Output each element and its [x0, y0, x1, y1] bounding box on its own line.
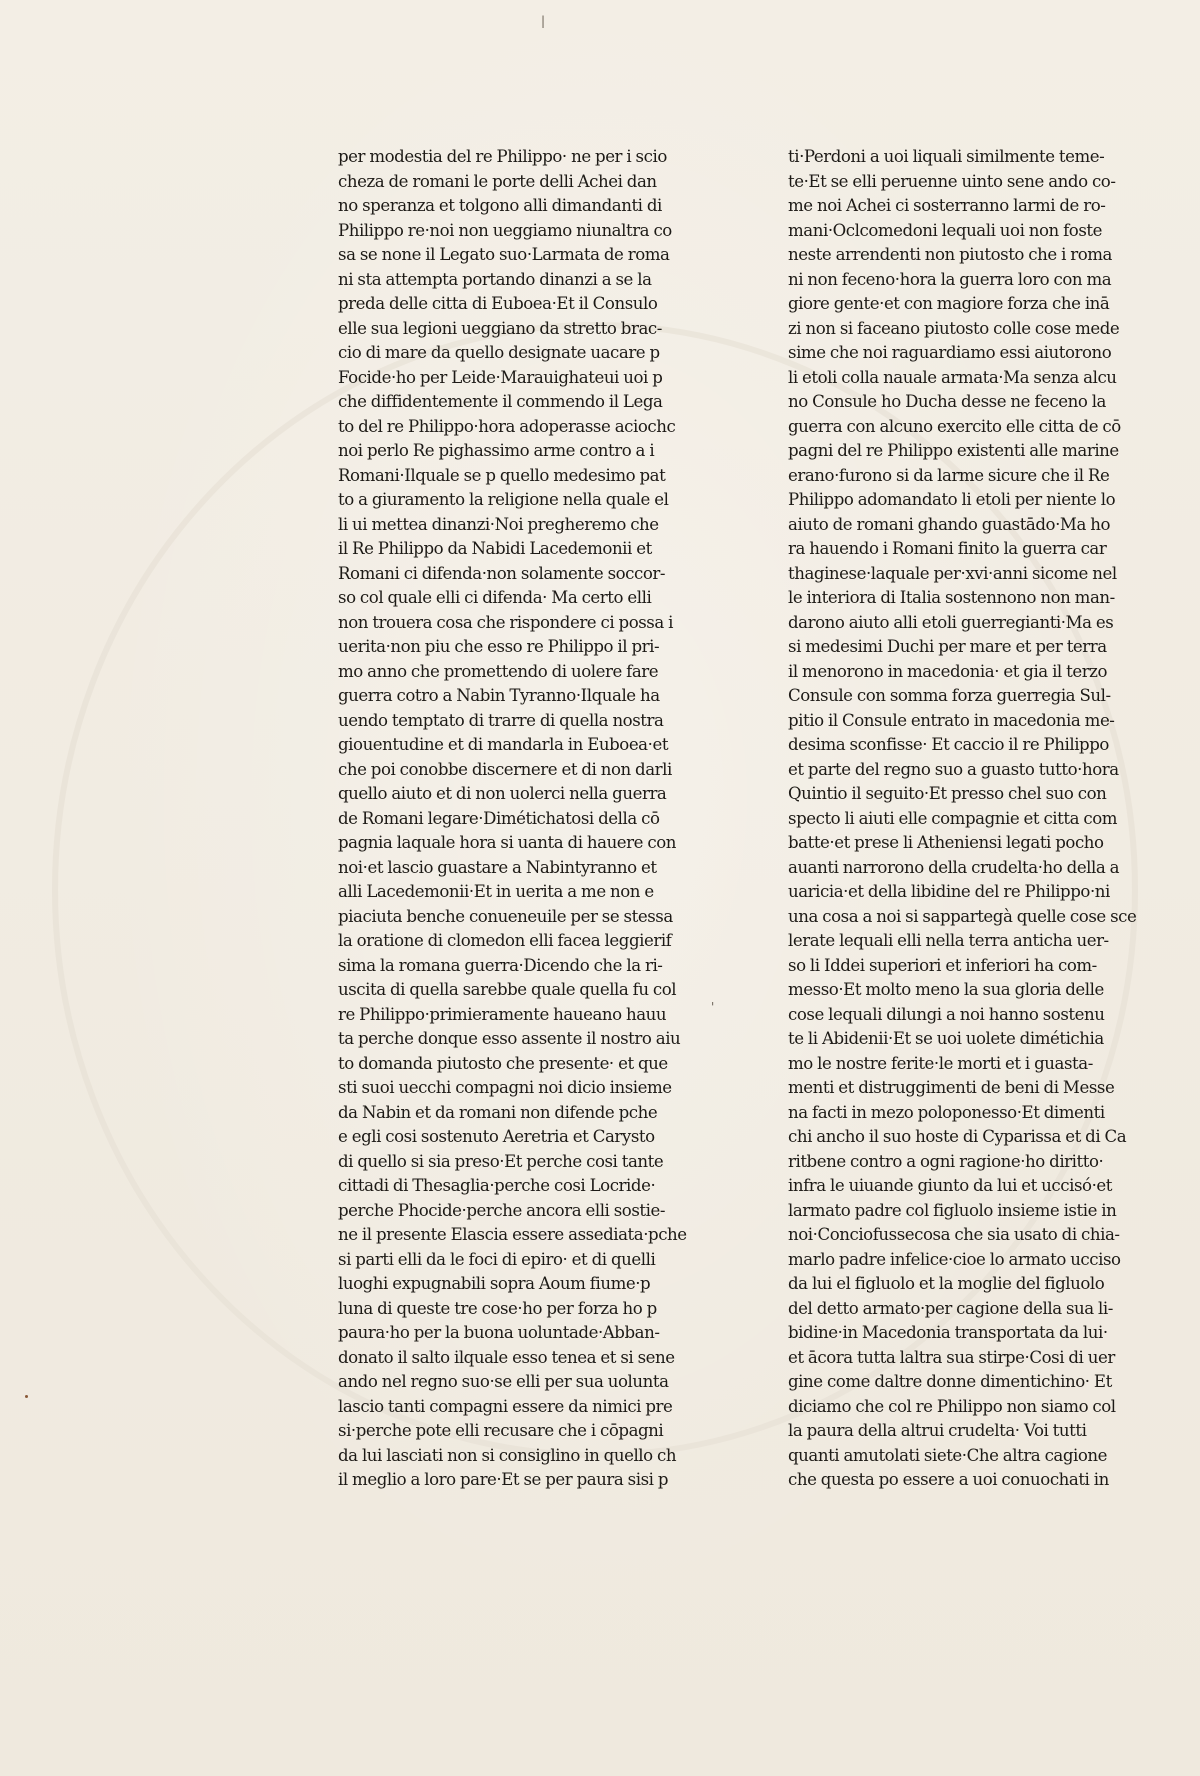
left-column-line: to a giuramento la religione nella quale el	[338, 490, 669, 509]
right-column-line: ti·Perdoni a uoi liquali similmente teme-	[788, 147, 1105, 166]
left-column-line: luna di queste tre cose·ho per forza ho p	[338, 1298, 657, 1318]
left-column-line: re Philippo·primieramente haueano hauu	[338, 1004, 667, 1024]
left-column-line: no speranza et tolgono alli dimandanti di	[338, 196, 662, 215]
right-text-column	[788, 145, 1150, 1493]
right-column-line: gine come daltre donne dimentichino· Et	[788, 1372, 1112, 1391]
right-column-line: marlo padre infelice·cioe lo armato ucciso	[788, 1249, 1121, 1269]
right-column-line: bidine·in Macedonia transportata da lui·	[788, 1323, 1108, 1342]
left-column-line: ta perche donque esso assente il nostro aiu	[338, 1029, 681, 1048]
right-column-line: sime che noi raguardiamo essi aiutorono	[788, 343, 1112, 362]
left-column-line: piaciuta benche conueneuile per se stessa	[338, 906, 673, 926]
right-column-line: pitio il Consule entrato in macedonia me-	[788, 710, 1115, 730]
top-mark: |	[541, 14, 546, 28]
left-column-line: so col quale elli ci difenda· Ma certo elli	[338, 588, 652, 607]
left-column-line: ne il presente Elascia essere assediata·pche	[338, 1225, 687, 1244]
right-column-line: no Consule ho Ducha desse ne feceno la	[788, 392, 1107, 411]
right-column-line: ni non feceno·hora la guerra loro con ma	[788, 269, 1112, 289]
left-column-line: ando nel regno suo·se elli per sua uolunta	[338, 1372, 669, 1391]
right-column-line: larmato padre col figluolo insieme istie in	[788, 1200, 1117, 1220]
right-column-line: uaricia·et della libidine del re Philippo·ni	[788, 882, 1110, 901]
right-column-line: et parte del regno suo a guasto tutto·hora	[788, 759, 1119, 779]
left-column-line: uendo temptato di trarre di quella nostra	[338, 710, 664, 730]
left-column-line: paura·ho per la buona uoluntade·Abban-	[338, 1323, 660, 1342]
right-column-line: una cosa a noi si sappartegà quelle cose sce	[788, 906, 1137, 926]
right-column-line: darono aiuto alli etoli guerregianti·Ma es	[788, 612, 1114, 632]
right-column-line: neste arrendenti non piutosto che i roma	[788, 245, 1113, 264]
left-column-line: elle sua legioni ueggiano da stretto brac-	[338, 318, 662, 338]
right-column-line: menti et distruggimenti de beni di Messe	[788, 1078, 1115, 1097]
right-column-line: Consule con somma forza guerregia Sul-	[788, 686, 1111, 705]
left-column-line: quello aiuto et di non uolerci nella guerra	[338, 784, 667, 803]
right-column-line: ra hauendo i Romani finito la guerra car	[788, 539, 1107, 558]
left-column-line: luoghi expugnabili sopra Aoum fiume·p	[338, 1274, 651, 1293]
right-column-line: del detto armato·per cagione della sua li-	[788, 1298, 1113, 1318]
left-column-line: che diffidentemente il commendo il Lega	[338, 392, 663, 411]
right-column-line: aiuto de romani ghando guastādo·Ma ho	[788, 514, 1110, 534]
right-column-line: Quintio il seguito·Et presso chel suo con	[788, 784, 1107, 803]
right-column-line: che questa po essere a uoi conuochati in	[788, 1470, 1109, 1489]
left-column-line: cheza de romani le porte delli Achei dan	[338, 171, 657, 191]
right-column-line: thaginese·laquale per·xvi·anni sicome nel	[788, 563, 1117, 583]
left-column-line: Philippo re·noi non ueggiamo niunaltra co	[338, 220, 672, 240]
left-column-line: Romani ci difenda·non solamente soccor-	[338, 563, 666, 583]
right-column-line: te·Et se elli peruenne uinto sene ando co-	[788, 171, 1116, 191]
right-column-line: il menorono in macedonia· et gia il terzo	[788, 661, 1108, 681]
right-column-line: le interiora di Italia sostennono non man-	[788, 588, 1115, 607]
right-column-line: Philippo adomandato li etoli per niente lo	[788, 490, 1116, 509]
left-column-line: li ui mettea dinanzi·Noi pregheremo che	[338, 514, 659, 534]
margin-dot	[25, 1395, 28, 1398]
left-column-line: non trouera cosa che rispondere ci possa i	[338, 612, 673, 632]
right-column-line: si medesimi Duchi per mare et per terra	[788, 637, 1107, 656]
right-column-line: desima sconfisse· Et caccio il re Philippo	[788, 735, 1109, 754]
left-column-line: mo anno che promettendo di uolere fare	[338, 661, 659, 681]
right-column-line: specto li aiuti elle compagnie et citta com	[788, 808, 1118, 828]
left-column-line: che poi conobbe discernere et di non darli	[338, 759, 672, 779]
right-column-line: erano·furono si da larme sicure che il Re	[788, 465, 1110, 485]
left-column-line: to del re Philippo·hora adoperasse aciochc	[338, 416, 676, 436]
left-column-line: cio di mare da quello designate uacare p	[338, 343, 660, 362]
right-column-line: auanti narrorono della crudelta·ho della a	[788, 857, 1120, 877]
left-column-line: preda delle citta di Euboea·Et il Consulo	[338, 294, 658, 313]
right-column-line: mo le nostre ferite·le morti et i guasta-	[788, 1053, 1093, 1073]
right-column-line: zi non si faceano piutosto colle cose mede	[788, 318, 1120, 338]
right-column-line: noi·Conciofussecosa che sia usato di chia-	[788, 1225, 1120, 1244]
left-column-line: la oratione di clomedon elli facea leggierif	[338, 931, 672, 950]
left-column-line: da lui lasciati non si consiglino in quello ch	[338, 1445, 677, 1465]
right-column-line: diciamo che col re Philippo non siamo col	[788, 1396, 1116, 1416]
left-column-line: sa se none il Legato suo·Larmata de roma	[338, 245, 670, 264]
left-column-line: sima la romana guerra·Dicendo che la ri-	[338, 955, 663, 975]
right-column-line: cose lequali dilungi a noi hanno sostenu	[788, 1004, 1105, 1024]
left-column-line: uerita·non piu che esso re Philippo il pri-	[338, 637, 660, 656]
right-column-line: na facti in mezo poloponesso·Et dimenti	[788, 1102, 1105, 1122]
left-column-line: uscita di quella sarebbe quale quella fu col	[338, 980, 677, 999]
left-column-line: to domanda piutosto che presente· et que	[338, 1053, 668, 1073]
left-column-line: il meglio a loro pare·Et se per paura sisi p	[338, 1470, 669, 1489]
right-column-line: lerate lequali elli nella terra anticha uer-	[788, 931, 1109, 950]
right-column-line: li etoli colla nauale armata·Ma senza alcu	[788, 367, 1117, 387]
right-column-line: batte·et prese li Atheniensi legati pocho	[788, 833, 1104, 852]
left-column-line: si·perche pote elli recusare che i cōpagni	[338, 1421, 664, 1440]
right-column-line: ritbene contro a ogni ragione·ho diritto·	[788, 1151, 1104, 1171]
left-column-line: per modestia del re Philippo· ne per i scio	[338, 147, 667, 166]
left-text-column	[338, 145, 700, 1493]
left-column-line: donato il salto ilquale esso tenea et si sene	[338, 1347, 675, 1367]
gutter-mark: ꞌ	[711, 1000, 715, 1014]
right-column-line: me noi Achei ci sosterranno larmi de ro-	[788, 196, 1106, 215]
left-column-line: pagnia laquale hora si uanta di hauere con	[338, 833, 676, 852]
left-column-line: noi perlo Re pighassimo arme contro a i	[338, 441, 655, 460]
left-column-line: di quello si sia preso·Et perche cosi tante	[338, 1151, 664, 1171]
left-column-line: da Nabin et da romani non difende pche	[338, 1102, 658, 1122]
left-column-line: de Romani legare·Dimétichatosi della cō	[338, 808, 660, 828]
right-column-line: te li Abidenii·Et se uoi uolete dimétichia	[788, 1029, 1104, 1048]
right-column-line: infra le uiuande giunto da lui et uccisó·et	[788, 1176, 1112, 1195]
left-column-line: noi·et lascio guastare a Nabintyranno et	[338, 857, 657, 877]
right-column-line: messo·Et molto meno la sua gloria delle	[788, 980, 1104, 999]
right-column-line: et ācora tutta laltra sua stirpe·Cosi di uer	[788, 1347, 1115, 1367]
left-column-line: ni sta attempta portando dinanzi a se la	[338, 269, 652, 289]
right-column-line: pagni del re Philippo existenti alle marine	[788, 441, 1119, 460]
right-column-line: quanti amutolati siete·Che altra cagione	[788, 1445, 1108, 1465]
left-column-line: Focide·ho per Leide·Marauighateui uoi p	[338, 367, 663, 387]
right-column-line: mani·Oclcomedoni lequali uoi non foste	[788, 220, 1102, 240]
left-column-line: sti suoi uecchi compagni noi dicio insieme	[338, 1078, 672, 1097]
left-column-line: lascio tanti compagni essere da nimici pre	[338, 1396, 673, 1416]
left-column-line: cittadi di Thesaglia·perche cosi Locride·	[338, 1176, 656, 1195]
right-column-line: so li Iddei superiori et inferiori ha com-	[788, 955, 1097, 975]
right-column-line: da lui el figluolo et la moglie del figluolo	[788, 1274, 1105, 1293]
left-column-line: e egli cosi sostenuto Aeretria et Carysto	[338, 1127, 655, 1146]
left-column-line: il Re Philippo da Nabidi Lacedemonii et	[338, 539, 652, 558]
left-column-line: si parti elli da le foci di epiro· et di quelli	[338, 1249, 656, 1269]
left-column-line: guerra cotro a Nabin Tyranno·Ilquale ha	[338, 686, 660, 705]
right-column-line: chi ancho il suo hoste di Cyparissa et di Ca	[788, 1127, 1127, 1146]
left-column-line: Romani·Ilquale se p quello medesimo pat	[338, 465, 666, 485]
right-column-line: giore gente·et con magiore forza che inā	[788, 294, 1110, 313]
left-column-line: giouentudine et di mandarla in Euboea·et	[338, 735, 669, 754]
left-column-line: perche Phocide·perche ancora elli sostie-	[338, 1200, 666, 1220]
right-column-line: guerra con alcuno exercito elle citta de cō	[788, 416, 1121, 436]
left-column-line: alli Lacedemonii·Et in uerita a me non e	[338, 882, 654, 901]
right-column-line: la paura della altrui crudelta· Voi tutti	[788, 1421, 1087, 1440]
